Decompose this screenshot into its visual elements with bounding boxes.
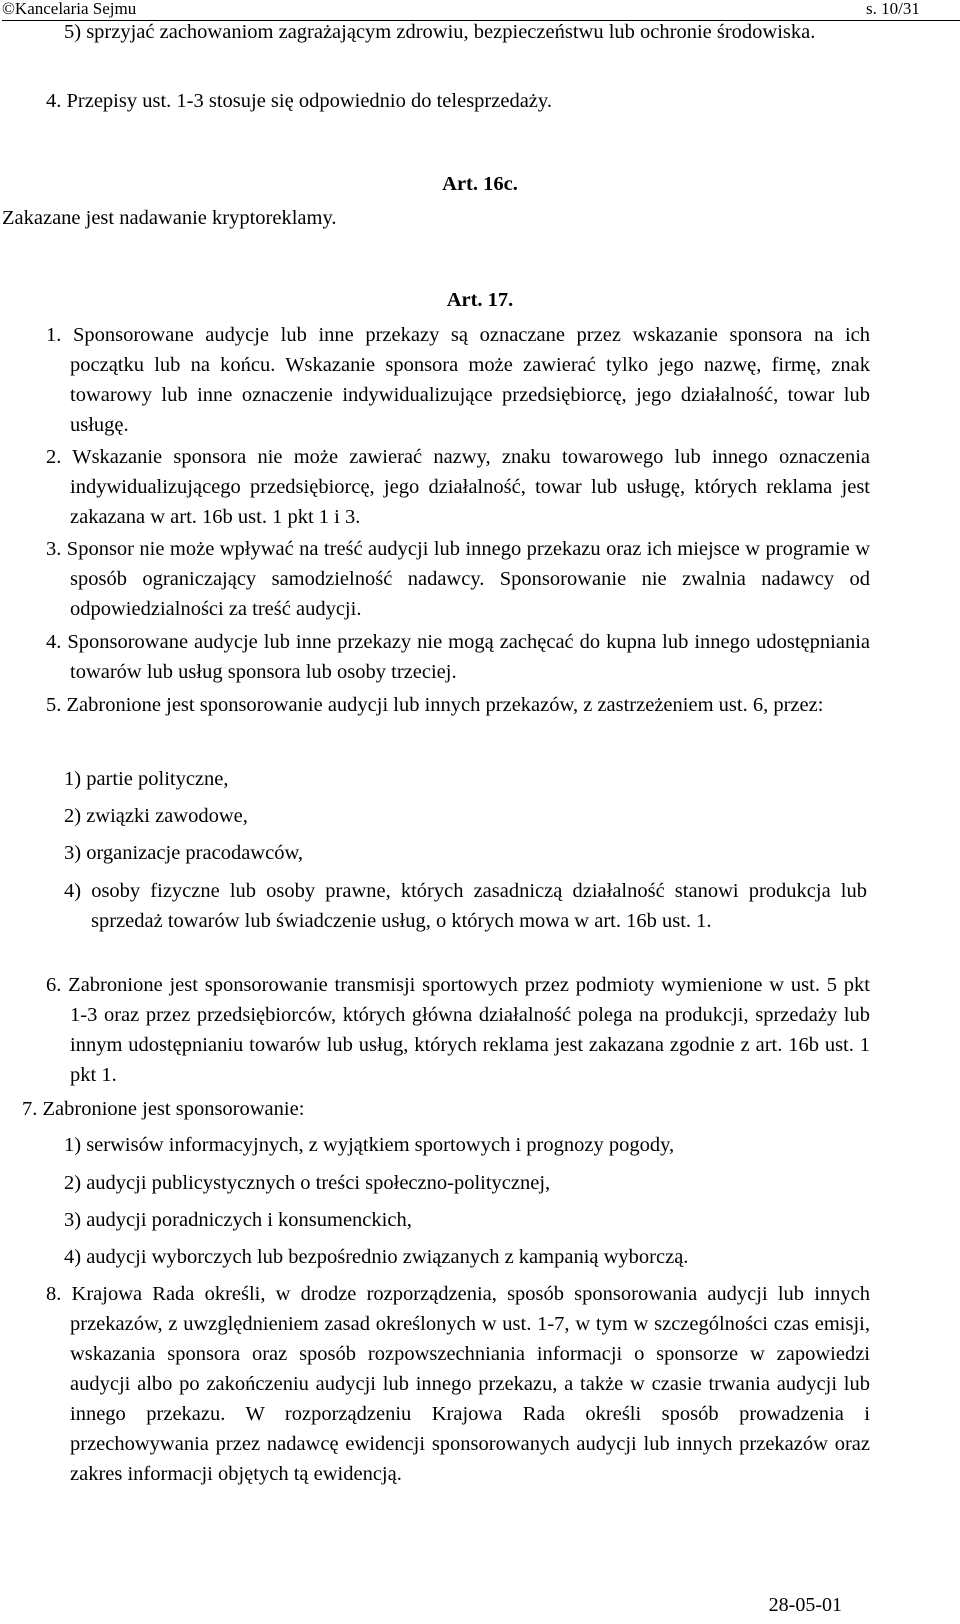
art16b-ust4: 4. Przepisy ust. 1-3 stosuje się odpowiednio do telesprzedaży. [46, 90, 552, 112]
art17-heading: Art. 17. [446, 289, 514, 311]
art17-ust7: 7. Zabronione jest sponsorowanie: [22, 1098, 305, 1120]
art16b-ust3-item5: 5) sprzyjać zachowaniom zagrażającym zdrowiu, bezpieczeństwu lub ochronie środowiska. [64, 21, 816, 43]
art17-ust8: 8. Krajowa Rada określi, w drodze rozporządzenia, sposób sponsorowania audycji lub innych przekazów, z uwzględnieniem zasad określonych w ust. 1-7, w tym w szczególności czas emisji, wskazania sponsora oraz sposób rozpowszechniania informacji o sponsorze w zapowiedzi audycji albo po zakończeniu audycji lub innego przekazu, a także w czasie trwania audycji lub innego przekazu. W rozporządzeniu Krajowa Rada określi sposób prowadzenia i przechowywania przez nadawcę ewidencji sponsorowanych audycji lub innych przekazów oraz zakres informacji objętych tą ewidencją. [46, 1283, 870, 1485]
art16c-text: Zakazane jest nadawanie kryptoreklamy. [2, 207, 337, 229]
art17-ust5: 5. Zabronione jest sponsorowanie audycji lub innych przekazów, z zastrzeżeniem ust. 6, przez: [46, 694, 824, 716]
art17-ust7-item4: 4) audycji wyborczych lub bezpośrednio związanych z kampanią wyborczą. [64, 1246, 689, 1268]
art17-ust6: 6. Zabronione jest sponsorowanie transmisji sportowych przez podmioty wymienione w ust. 5 pkt 1-3 oraz przez przedsiębiorców, których główna działalność polega na produkcji, sprzedaży lub innym udostępnianiu towarów lub usług, których reklama jest zakazana zgodnie z art. 16b ust. 1 pkt 1. [46, 974, 870, 1086]
art17-ust3: 3. Sponsor nie może wpływać na treść audycji lub innego przekazu oraz ich miejsce w programie w sposób ograniczający samodzielność nadawcy. Sponsorowanie nie zwalnia nadawcy od odpowiedzialności za treść audycji. [46, 538, 870, 620]
art17-ust5-item1: 1) partie polityczne, [64, 768, 229, 790]
art17-ust7-item3: 3) audycji poradniczych i konsumenckich, [64, 1209, 412, 1231]
art17-ust2: 2. Wskazanie sponsora nie może zawierać nazwy, znaku towarowego lub innego oznaczenia indywidualizującego przedsiębiorcę, jego działalność, towar lub usługę, których reklama jest zakazana w art. 16b ust. 1 pkt 1 i 3. [46, 446, 870, 528]
art17-ust7-item1: 1) serwisów informacyjnych, z wyjątkiem sportowych i prognozy pogody, [64, 1134, 675, 1156]
art17-ust5-item4: 4) osoby fizyczne lub osoby prawne, których zasadniczą działalność stanowi produkcja lub sprzedaż towarów lub świadczenie usług, o których mowa w art. 16b ust. 1. [64, 880, 867, 932]
art17-ust5-item3: 3) organizacje pracodawców, [64, 842, 304, 864]
art17-ust7-item2: 2) audycji publicystycznych o treści społeczno-politycznej, [64, 1172, 551, 1194]
footer-date: 28-05-01 [768, 1594, 842, 1616]
art17-ust4: 4. Sponsorowane audycje lub inne przekazy nie mogą zachęcać do kupna lub innego udostępniania towarów lub usług sponsora lub osoby trzeciej. [46, 631, 870, 683]
art17-ust5-item2: 2) związki zawodowe, [64, 805, 248, 827]
header-page-number: s. 10/31 [866, 0, 920, 18]
art17-ust1: 1. Sponsorowane audycje lub inne przekazy są oznaczane przez wskazanie sponsora na ich początku lub na końcu. Wskazanie sponsora może zawierać tylko jego nazwę, firmę, znak towarowy lub inne oznaczenie indywidualizujące przedsiębiorcę, jego działalność, towar lub usługę. [46, 324, 870, 436]
header-source: ©Kancelaria Sejmu [2, 0, 137, 18]
art16c-heading: Art. 16c. [442, 173, 518, 195]
